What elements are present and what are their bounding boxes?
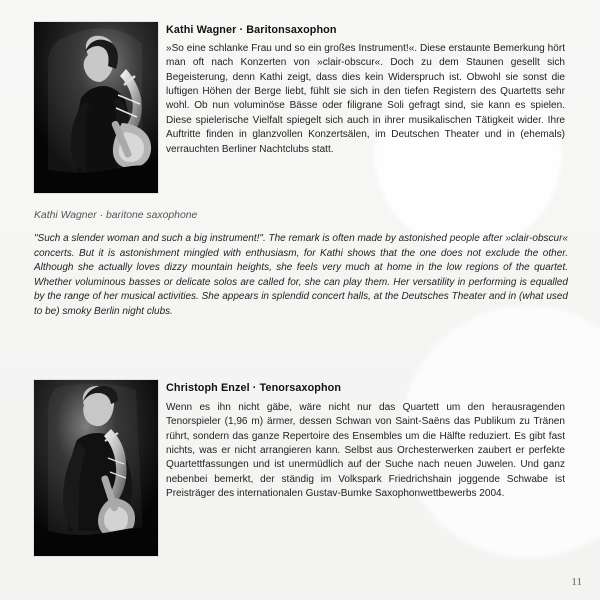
- christoph-section: [0, 368, 600, 578]
- kathi-heading: Kathi Wagner · Baritonsaxophon: [166, 24, 337, 36]
- page-number: 11: [571, 576, 582, 588]
- kathi-photo: [34, 22, 158, 193]
- christoph-german-text: Wenn es ihn nicht gäbe, wäre nicht nur das Quartett um den herausragenden Tenorspieler (1,96 m) ärmer, dessen Schwan von Saint-Saëns das Publikum zu Tränen rührt, sondern das ganze Repertoire des Ensembles um die Hälfte reduziert. Es gibt fast nichts, was er nicht arrangieren kann. Selbst aus Orchesterwerken zaubert er perfekte Quartettfassungen und ist unermüdlich auf der Suche nach neuen Juwelen. Und ganz nebenbei bemerkt, der ständig im Volkspark Friedrichshain joggende Schwabe ist Preisträger des internationalen Gustav-Bumke Saxophonwettbewerbs 2004.: [166, 402, 565, 500]
- kathi-english-text: "Such a slender woman and such a big instrument!". The remark is often made by astonished people after »clair-obscur« concerts. But it is astonishment mingled with enthusiasm, for Kathi shows that the one does not exclude the other. Although she actually loves dizzy mountain heights, she feels very much at home in the low regions of the quartet. Whether voluminous basses or delicate solos are called for, she can play them. Her versatility in performing is equalled by the range of her musical activities. She appears in splendid concert halls, at the Deutsches Theater and in (what used to be) smoky Berlin night clubs.: [34, 233, 568, 317]
- kathi-section: [0, 0, 600, 205]
- kathi-english-heading: Kathi Wagner · baritone saxophone: [34, 210, 198, 221]
- christoph-photo: [34, 380, 158, 556]
- kathi-german-text: »So eine schlanke Frau und so ein großes Instrument!«. Diese erstaunte Bemerkung hört man oft nach Konzerten von »clair-obscur«. Doch zu dem Staunen gesellt sich Begeisterung, denn Kathi zeigt, dass dies kein Widerspruch ist. Obwohl sie sonst die luftigen Höhen der Berge liebt, fühlt sie sich in den tiefen Registern des Quartetts sehr wohl. Ob nun voluminöse Bässe oder filigrane Soli gefragt sind, sie kann es spielen. Diese spielerische Vielfalt spiegelt sich auch in ihrer musikalischen Tätigkeit wider. Ihre Auftritte finden in glanzvollen Konzertsälen, im Deutschen Theater und in (ehemals) verrauchten Berliner Nachtclubs statt.: [166, 43, 565, 155]
- christoph-heading: Christoph Enzel · Tenorsaxophon: [166, 382, 342, 394]
